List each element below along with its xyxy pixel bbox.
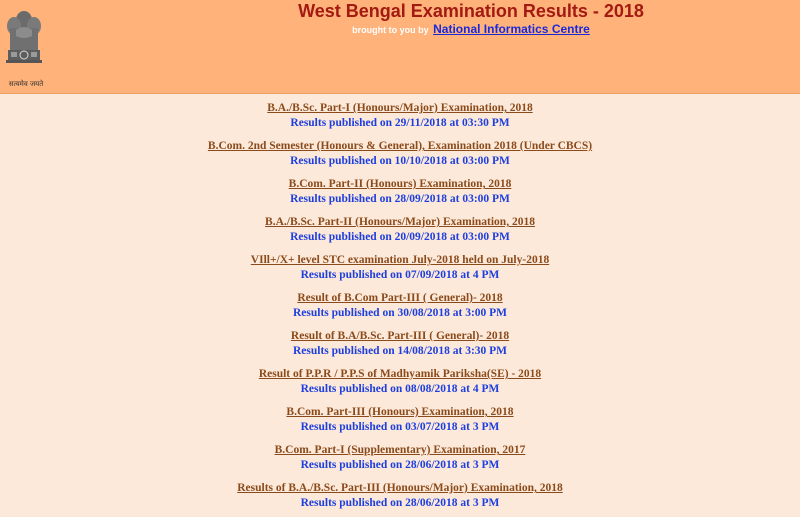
exam-link[interactable]: B.Com. Part-III (Honours) Examination, 2018 xyxy=(286,406,514,418)
published-date: Results published on 30/08/2018 at 3:00 PM xyxy=(292,307,508,319)
exam-link[interactable]: B.A./B.Sc. Part-I (Honours/Major) Examination, 2018 xyxy=(267,102,533,114)
result-item xyxy=(0,364,800,402)
published-date: Results published on 28/06/2018 at 3 PM xyxy=(300,497,500,509)
exam-link[interactable]: Results of B.A./B.Sc. Part-III (Honours/Major) Examination, 2018 xyxy=(237,482,563,494)
exam-link[interactable]: Result of P.P.R / P.P.S of Madhyamik Pariksha(SE) - 2018 xyxy=(258,368,542,380)
exam-link[interactable]: B.Com. Part-I (Supplementary) Examination, 2017 xyxy=(274,444,526,456)
result-item xyxy=(0,212,800,250)
result-item xyxy=(0,478,800,516)
exam-link[interactable]: Result of B.A/B.Sc. Part-III ( General)- 2018 xyxy=(290,330,510,342)
brought-by-text: brought to you by xyxy=(352,25,429,35)
published-date: Results published on 10/10/2018 at 03:00 PM xyxy=(290,155,510,167)
page-header xyxy=(0,0,800,94)
result-item xyxy=(0,174,800,212)
exam-link[interactable]: Result of B.Com Part-III ( General)- 2018 xyxy=(297,292,503,304)
exam-link[interactable]: VIll+/X+ level STC examination July-2018 held on July-2018 xyxy=(250,254,550,266)
published-date: Results published on 28/06/2018 at 3 PM xyxy=(300,459,500,471)
results-list xyxy=(0,94,800,516)
exam-link[interactable]: B.Com. Part-II (Honours) Examination, 2018 xyxy=(288,178,512,190)
result-item xyxy=(0,326,800,364)
published-date: Results published on 07/09/2018 at 4 PM xyxy=(300,269,500,281)
result-item xyxy=(0,402,800,440)
emblem-caption: सत्यमेव जयते xyxy=(8,80,44,88)
published-date: Results published on 20/09/2018 at 03:00 PM xyxy=(290,231,510,243)
result-item xyxy=(0,288,800,326)
result-item xyxy=(0,136,800,174)
published-date: Results published on 29/11/2018 at 03:30 PM xyxy=(290,117,510,129)
page-title: West Bengal Examination Results - 2018 xyxy=(298,1,644,21)
published-date: Results published on 03/07/2018 at 3 PM xyxy=(300,421,500,433)
published-date: Results published on 28/09/2018 at 03:00 PM xyxy=(290,193,510,205)
result-item xyxy=(0,98,800,136)
published-date: Results published on 08/08/2018 at 4 PM xyxy=(300,383,500,395)
published-date: Results published on 14/08/2018 at 3:30 PM xyxy=(292,345,508,357)
exam-link[interactable]: B.Com. 2nd Semester (Honours & General), Examination 2018 (Under CBCS) xyxy=(207,140,593,152)
result-item xyxy=(0,250,800,288)
exam-link[interactable]: B.A./B.Sc. Part-II (Honours/Major) Examination, 2018 xyxy=(265,216,535,228)
nic-link[interactable]: National Informatics Centre xyxy=(433,22,590,36)
result-item xyxy=(0,440,800,478)
subtitle xyxy=(0,20,800,38)
